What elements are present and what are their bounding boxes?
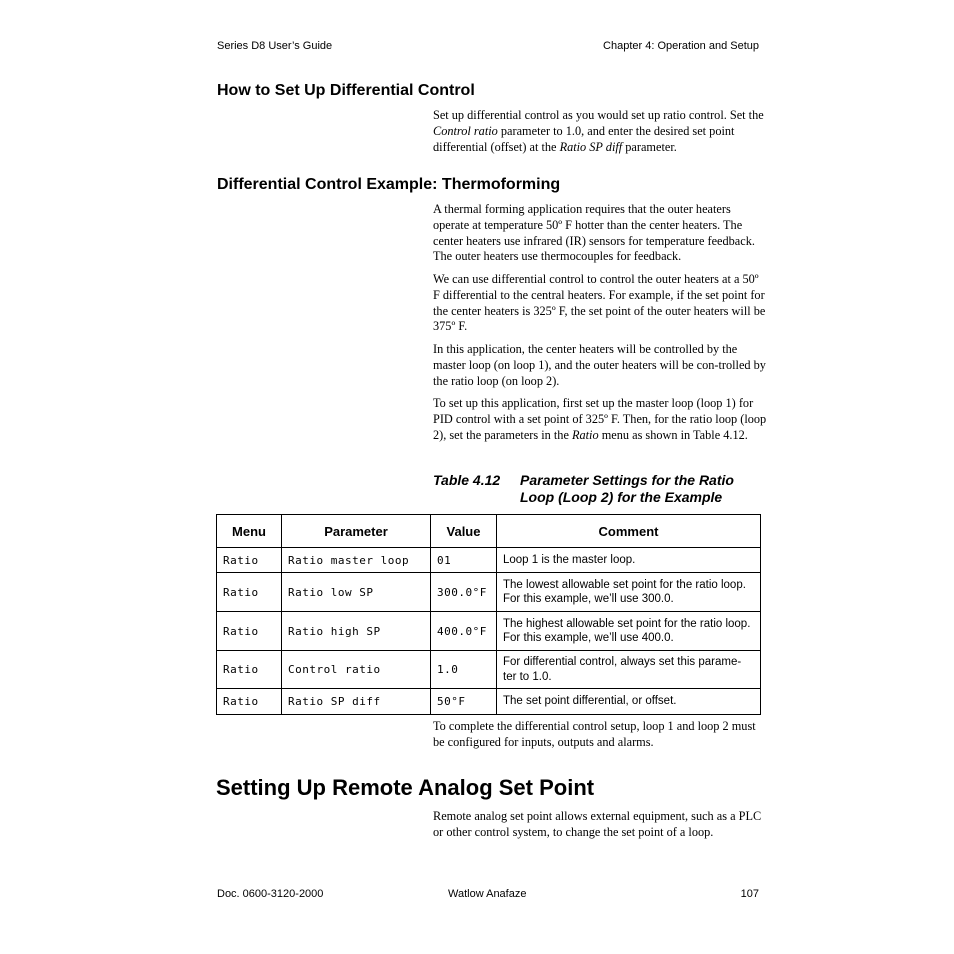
section-heading-thermoforming-example: Differential Control Example: Thermoforming [217,176,561,193]
page-number: 107 [740,888,759,900]
ratio-sp-diff-term: Ratio SP diff [559,139,623,154]
column-header-parameter: Parameter [282,515,431,548]
section1-paragraph: Set up differential control as you would set up ratio control. Set the Control ratio parameter to 1.0, and enter the desired set point differential (offset) at the Ratio SP diff parameter. [433,108,764,154]
section-heading-differential-control: How to Set Up Differential Control [217,82,475,99]
running-header-left: Series D8 User’s Guide [217,40,333,52]
cell-menu: Ratio [217,651,282,689]
cell-comment: The set point differential, or offset. [497,689,761,715]
cell-parameter: Ratio master loop [282,548,431,573]
cell-value: 50°F [431,689,497,715]
cell-parameter: Ratio high SP [282,612,431,651]
remote-analog-paragraph: Remote analog set point allows external equipment, such as a PLC or other control system, to change the set point of a loop. [433,809,762,839]
table-row [217,612,761,651]
table-header-row [217,515,761,548]
cell-comment: The highest allowable set point for the ratio loop. For this example, we’ll use 400.0. [497,612,761,651]
footer-publisher: Watlow Anafaze [448,888,527,900]
table-row [217,548,761,573]
cell-parameter: Ratio low SP [282,573,431,612]
cell-menu: Ratio [217,612,282,651]
after-table-paragraph: To complete the differential control setup, loop 1 and loop 2 must be configured for inputs, outputs and alarms. [433,719,756,749]
cell-menu: Ratio [217,548,282,573]
ratio-menu-term: Ratio [571,427,599,442]
table-number: Table 4.12 [433,472,501,488]
cell-comment: For differential control, always set this parame-ter to 1.0. [497,651,761,689]
cell-comment: Loop 1 is the master loop. [497,548,761,573]
running-header-right: Chapter 4: Operation and Setup [603,40,759,52]
column-header-menu: Menu [217,515,282,548]
cell-value: 01 [431,548,497,573]
table-row [217,573,761,612]
thermoforming-paragraph-4: To set up this application, first set up the master loop (loop 1) for PID control with a set point of 325º F. Then, for the ratio loop (loop 2), set the parameters in the Ratio menu as shown in Table 4.12. [433,396,767,442]
cell-parameter: Control ratio [282,651,431,689]
control-ratio-term: Control ratio [433,123,498,138]
cell-value: 1.0 [431,651,497,689]
cell-menu: Ratio [217,689,282,715]
table-row [217,689,761,715]
thermoforming-paragraph-1: A thermal forming application requires that the outer heaters operate at temperature 50º F hotter than the center heaters. The center heaters use infrared (IR) sensors for temperature feedback. The outer heaters use thermocouples for feedback. [433,202,755,264]
column-header-value: Value [431,515,497,548]
section-heading-remote-analog-set-point: Setting Up Remote Analog Set Point [216,775,595,800]
table-caption: Parameter Settings for the Ratio Loop (Loop 2) for the Example [520,472,734,505]
cell-value: 400.0°F [431,612,497,651]
column-header-comment: Comment [497,515,761,548]
table-row [217,651,761,689]
cell-value: 300.0°F [431,573,497,612]
thermoforming-paragraph-3: In this application, the center heaters will be controlled by the master loop (on loop 1), and the outer heaters will be con-trolled by the ratio loop (on loop 2). [433,342,766,388]
footer-doc-number: Doc. 0600-3120-2000 [217,888,324,900]
cell-parameter: Ratio SP diff [282,689,431,715]
parameter-settings-table [216,514,761,715]
thermoforming-paragraph-2: We can use differential control to control the outer heaters at a 50º F differential to the central heaters. For example, if the set point for the center heaters is 325º F, the set point of the outer heaters will be 375º F. [433,272,766,334]
cell-comment: The lowest allowable set point for the ratio loop. For this example, we’ll use 300.0. [497,573,761,612]
cell-menu: Ratio [217,573,282,612]
